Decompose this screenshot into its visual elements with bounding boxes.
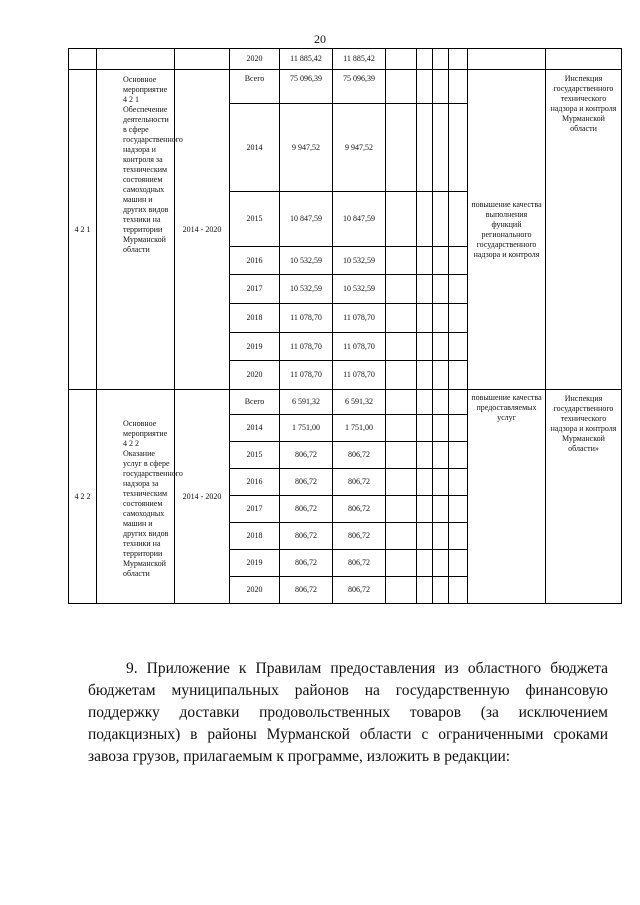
amount-regional-cell: 11 078,70 (333, 304, 386, 333)
year-cell: 2016 (230, 247, 280, 275)
amount-total-cell: 806,72 (280, 442, 333, 469)
amount-total-cell: 10 847,59 (280, 192, 333, 247)
amount-regional-cell: 806,72 (333, 577, 386, 604)
amount-regional-cell: 806,72 (333, 550, 386, 577)
year-cell: 2020 (230, 361, 280, 390)
amount-total-cell: 11 885,42 (280, 49, 333, 70)
amount-total-cell: 6 591,32 (280, 390, 333, 415)
year-cell: 2017 (230, 496, 280, 523)
year-cell: Всего (230, 70, 280, 104)
event-period: 2014 - 2020 (175, 390, 230, 604)
year-cell: 2015 (230, 442, 280, 469)
event-description: Основное мероприятие 4 2 1 Обеспечение деятельности в сфере государственного надзора и контроля за техническим состоянием самоходных машин и других видов техники на территории Мурманской области (97, 70, 175, 390)
year-cell: 2015 (230, 192, 280, 247)
event-result: повышение качества предоставляемых услуг (468, 390, 546, 604)
year-cell: 2020 (230, 49, 280, 70)
year-cell: 2019 (230, 550, 280, 577)
year-cell: 2014 (230, 415, 280, 442)
amount-regional-cell: 6 591,32 (333, 390, 386, 415)
amount-regional-cell: 11 078,70 (333, 333, 386, 361)
amount-regional-cell: 806,72 (333, 496, 386, 523)
amount-regional-cell: 10 532,59 (333, 247, 386, 275)
amount-total-cell: 9 947,52 (280, 104, 333, 192)
year-cell: Всего (230, 390, 280, 415)
amount-regional-cell: 806,72 (333, 523, 386, 550)
year-cell: 2019 (230, 333, 280, 361)
event-result: повышение качества выполнения функций регионального государственного надзора и контроля (468, 70, 546, 390)
amount-regional-cell: 11 078,70 (333, 361, 386, 390)
amount-total-cell: 806,72 (280, 577, 333, 604)
amount-total-cell: 10 532,59 (280, 275, 333, 304)
body-paragraph: 9. Приложение к Правилам предоставления из областного бюджета бюджетам муниципальных районов на государственную финансовую поддержку доставки продовольственных товаров (за исключением подакцизных) в районы Мурманской области с ограниченными сроками завоза грузов, прилагаемым к программе, изложить в редакции: (88, 660, 608, 765)
amount-regional-cell: 9 947,52 (333, 104, 386, 192)
amount-total-cell: 806,72 (280, 523, 333, 550)
amount-regional-cell: 75 096,39 (333, 70, 386, 104)
table-row (69, 390, 622, 415)
event-executor: Инспекция государственного технического надзора и контроля Мурманской области (546, 70, 622, 390)
amount-regional-cell: 806,72 (333, 442, 386, 469)
amount-total-cell: 1 751,00 (280, 415, 333, 442)
amount-regional-cell: 1 751,00 (333, 415, 386, 442)
amount-regional-cell: 10 532,59 (333, 275, 386, 304)
year-cell: 2018 (230, 523, 280, 550)
amount-total-cell: 10 532,59 (280, 247, 333, 275)
year-cell: 2018 (230, 304, 280, 333)
amount-regional-cell: 806,72 (333, 469, 386, 496)
amount-regional-cell: 11 885,42 (333, 49, 386, 70)
amount-total-cell: 806,72 (280, 469, 333, 496)
amount-total-cell: 11 078,70 (280, 361, 333, 390)
page-number: 20 (314, 32, 326, 46)
event-number: 4 2 1 (69, 70, 97, 390)
event-description: Основное мероприятие 4 2 2 Оказание услуг в сфере государственного надзора за техническим состоянием самоходных машин и других видов техники на территории Мурманской области (97, 390, 175, 604)
event-period: 2014 - 2020 (175, 70, 230, 390)
table-row (69, 49, 622, 70)
amount-total-cell: 11 078,70 (280, 333, 333, 361)
amount-total-cell: 75 096,39 (280, 70, 333, 104)
year-cell: 2016 (230, 469, 280, 496)
amount-total-cell: 806,72 (280, 550, 333, 577)
year-cell: 2014 (230, 104, 280, 192)
program-table (68, 48, 622, 604)
amount-total-cell: 806,72 (280, 496, 333, 523)
event-executor: Инспекция государственного технического надзора и контроля Мурманской области» (546, 390, 622, 604)
amount-regional-cell: 10 847,59 (333, 192, 386, 247)
year-cell: 2017 (230, 275, 280, 304)
table-row (69, 70, 622, 104)
event-number: 4 2 2 (69, 390, 97, 604)
amount-total-cell: 11 078,70 (280, 304, 333, 333)
year-cell: 2020 (230, 577, 280, 604)
